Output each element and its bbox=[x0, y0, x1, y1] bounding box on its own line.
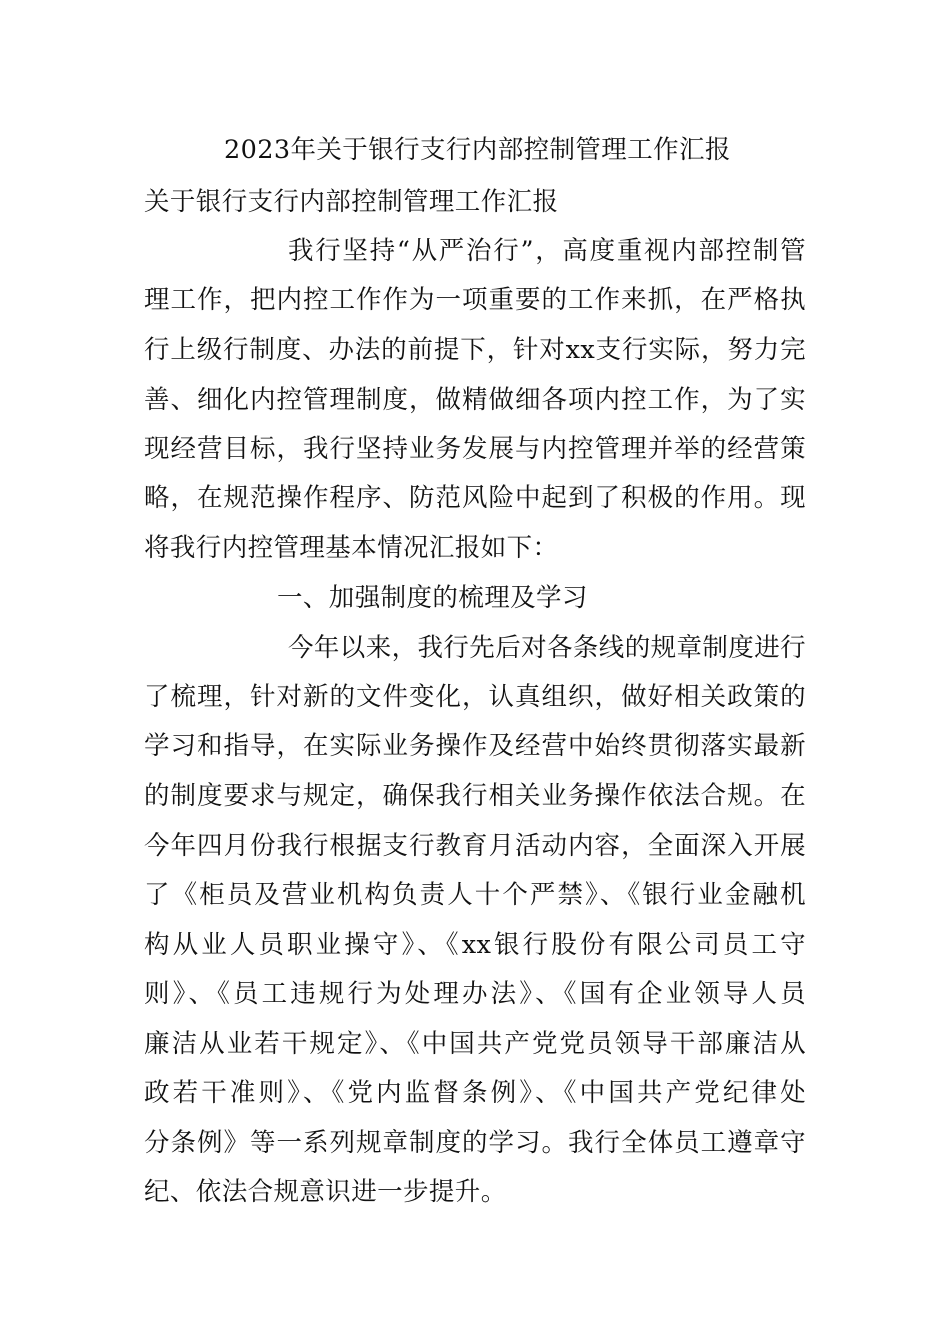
section-line: 今年以来，我行先后对各条线的规章制度进行 bbox=[288, 633, 807, 663]
section-line: 今年四月份我行根据支行教育月活动内容，全面深入开展 bbox=[144, 831, 806, 861]
document-title: 2023年关于银行支行内部控制管理工作汇报 bbox=[224, 135, 731, 165]
section-line: 分条例》等一系列规章制度的学习。我行全体员工遵章守 bbox=[144, 1128, 806, 1158]
section-line: 的制度要求与规定，确保我行相关业务操作依法合规。在 bbox=[144, 781, 806, 811]
section-line: 学习和指导，在实际业务操作及经营中始终贯彻落实最新 bbox=[144, 731, 806, 761]
intro-line: 略，在规范操作程序、防范风险中起到了积极的作用。现 bbox=[144, 483, 806, 513]
intro-line: 行上级行制度、办法的前提下，针对xx支行实际，努力完 bbox=[144, 335, 806, 365]
intro-line: 理工作，把内控工作作为一项重要的工作来抓，在严格执 bbox=[144, 285, 806, 315]
section-line: 政若干准则》、《党内监督条例》、《中国共产党纪律处 bbox=[144, 1078, 806, 1108]
intro-line: 将我行内控管理基本情况汇报如下： bbox=[144, 533, 559, 563]
section-line: 了《柜员及营业机构负责人十个严禁》、《银行业金融机 bbox=[144, 880, 806, 910]
section-heading: 一、加强制度的梳理及学习 bbox=[277, 583, 588, 613]
section-line: 构从业人员职业操守》、《xx银行股份有限公司员工守 bbox=[144, 930, 806, 960]
section-line: 了梳理，针对新的文件变化，认真组织，做好相关政策的 bbox=[144, 682, 806, 712]
intro-line: 我行坚持“从严治行”，高度重视内部控制管 bbox=[288, 236, 806, 266]
document-subtitle: 关于银行支行内部控制管理工作汇报 bbox=[144, 187, 559, 217]
section-line: 廉洁从业若干规定》、《中国共产党党员领导干部廉洁从 bbox=[144, 1029, 806, 1059]
section-line: 则》、《员工违规行为处理办法》、《国有企业领导人员 bbox=[144, 979, 806, 1009]
section-line: 纪、依法合规意识进一步提升。 bbox=[144, 1177, 507, 1207]
intro-line: 善、细化内控管理制度，做精做细各项内控工作，为了实 bbox=[144, 385, 806, 415]
intro-line: 现经营目标，我行坚持业务发展与内控管理并举的经营策 bbox=[144, 434, 806, 464]
